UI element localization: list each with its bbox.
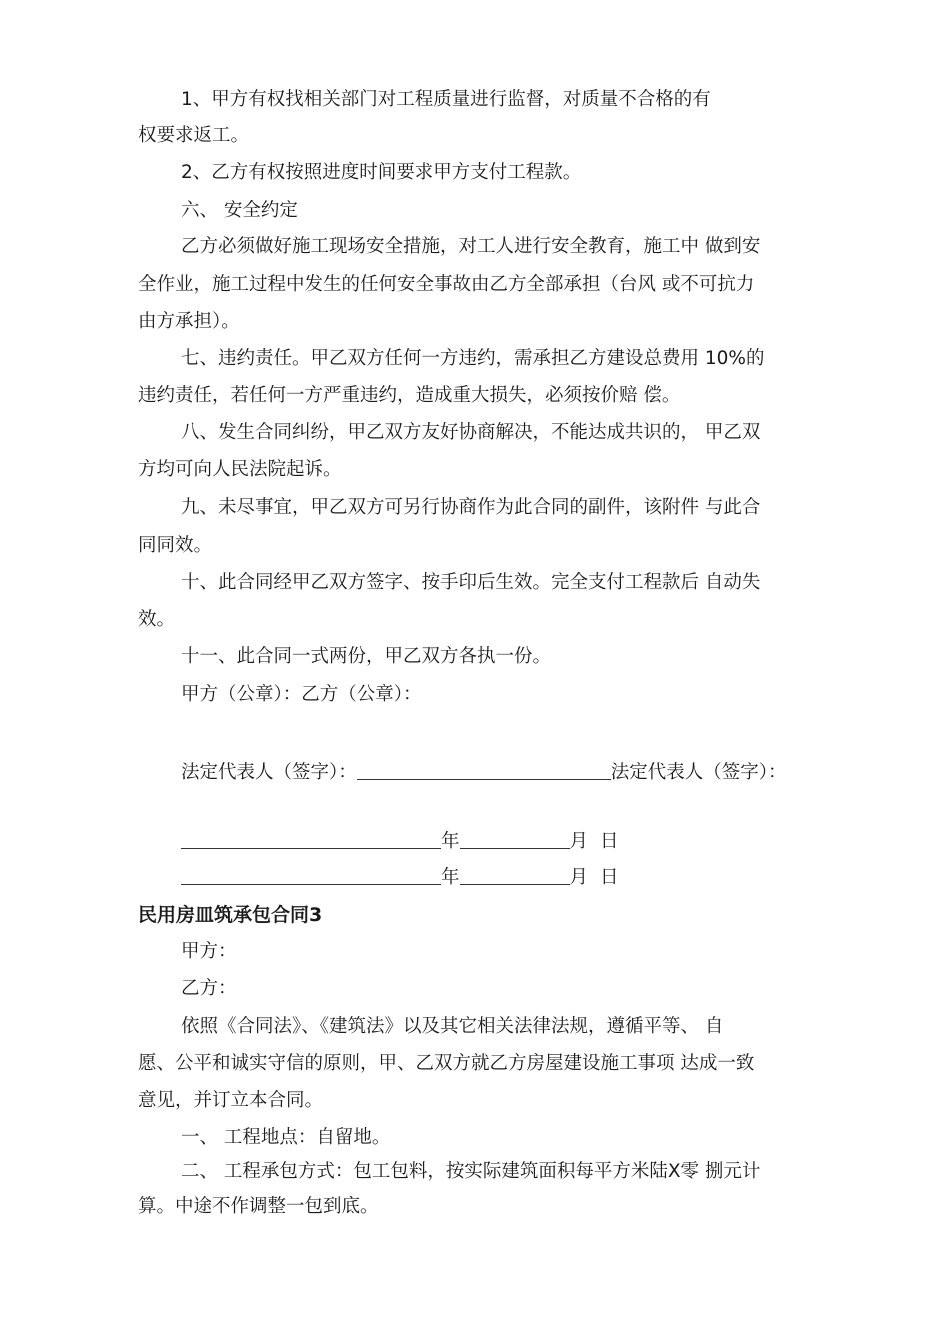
day-label: 日 <box>600 831 619 852</box>
section-heading: 六、 安全约定 <box>181 200 298 221</box>
year-label: 年 <box>441 867 460 888</box>
party-b-line: 乙方： <box>181 978 237 999</box>
clause-line: 由方承担）。 <box>138 311 240 332</box>
clause-line: 效。 <box>138 609 176 630</box>
month-blank <box>460 866 570 885</box>
signature-right-label: 法定代表人（签字）： <box>610 762 787 783</box>
month-label: 月 <box>569 867 589 888</box>
date-line <box>181 866 619 890</box>
month-label: 月 <box>569 831 589 852</box>
clause-line: 乙方必须做好施工现场安全措施，对工人进行安全教育，施工中 做到安 <box>181 236 761 257</box>
clause-line: 八、发生合同纠纷，甲乙双方友好协商解决，不能达成共识的， 甲乙双 <box>181 422 761 443</box>
clause-line: 十、此合同经甲乙双方签字、按手印后生效。完全支付工程款后 自动失 <box>181 572 761 593</box>
clause-line: 1、甲方有权找相关部门对工程质量进行监督，对质量不合格的有 <box>181 89 711 110</box>
seal-line: 甲方（公章）：乙方（公章）： <box>181 684 422 705</box>
year-label: 年 <box>441 831 460 852</box>
section-title: 民用房皿筑承包合同3 <box>138 904 323 926</box>
clause-line: 权要求返工。 <box>138 125 250 146</box>
signature-left-label: 法定代表人（签字）： <box>181 762 357 783</box>
clause-line: 十一、此合同一式两份，甲乙双方各执一份。 <box>181 646 552 667</box>
clause-line: 二、 工程承包方式：包工包料，按实际建筑面积每平方米陆X零 捌元计 <box>181 1161 761 1182</box>
clause-line: 九、未尽事宜，甲乙双方可另行协商作为此合同的副件，该附件 与此合 <box>181 497 761 518</box>
clause-line: 同同效。 <box>138 535 213 556</box>
clause-line: 全作业，施工过程中发生的任何安全事故由乙方全部承担（台风 或不可抗力 <box>138 274 755 295</box>
clause-line: 方均可向人民法院起诉。 <box>138 459 342 480</box>
clause-line: 违约责任，若任何一方严重违约，造成重大损失，必须按价赔 偿。 <box>138 385 681 406</box>
clause-line: 2、乙方有权按照进度时间要求甲方支付工程款。 <box>181 162 582 183</box>
signature-blank <box>357 761 611 780</box>
clause-line: 依照《合同法》、《建筑法》以及其它相关法律法规，遵循平等、 自 <box>181 1016 724 1037</box>
clause-line: 算。中途不作调整一包到底。 <box>138 1196 379 1217</box>
party-a-line: 甲方： <box>181 941 237 962</box>
clause-line: 一、 工程地点：自留地。 <box>181 1127 391 1148</box>
clause-line: 七、违约责任。甲乙双方任何一方违约，需承担乙方建设总费用 10%的 <box>181 348 765 369</box>
date-blank <box>181 830 441 849</box>
clause-line: 意见，并订立本合同。 <box>138 1090 324 1111</box>
day-label: 日 <box>600 867 619 888</box>
signature-line <box>181 761 787 785</box>
month-blank <box>460 830 570 849</box>
date-blank <box>181 866 441 885</box>
clause-line: 愿、公平和诚实守信的原则，甲、乙双方就乙方房屋建设施工事项 达成一致 <box>138 1053 755 1074</box>
date-line <box>181 830 619 854</box>
